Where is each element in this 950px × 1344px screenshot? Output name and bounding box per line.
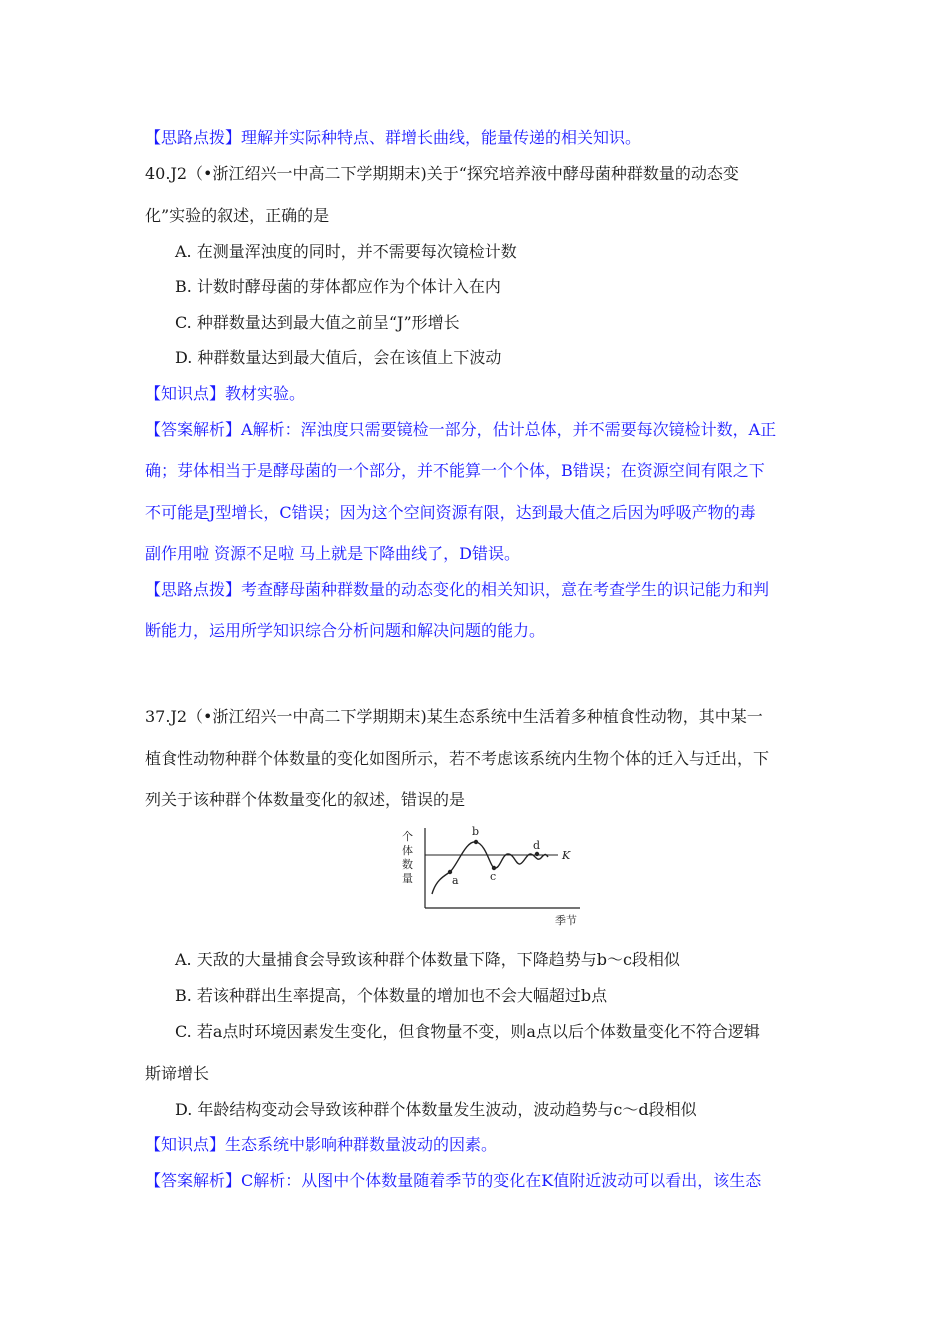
q40-knowledge: [145, 384, 305, 404]
hint-text: 考查酵母菌种群数量的动态变化的相关知识，意在考查学生的识记能力和判: [241, 580, 770, 599]
population-curve: [432, 842, 548, 894]
ylabel-char-4: 量: [402, 872, 413, 885]
q37-answer-line1: [145, 1171, 761, 1191]
knowledge-text: 教材实验。: [225, 384, 306, 403]
q37-option-a: A. 天敌的大量捕食会导致该种群个体数量下降，下降趋势与b～c段相似: [175, 950, 680, 969]
k-label: K: [562, 849, 571, 862]
hint-top: [145, 128, 641, 148]
q40-answer-line2: 确；芽体相当于是酵母菌的一个部分，并不能算一个个体，B错误；在资源空间有限之下: [145, 461, 765, 480]
ylabel-char-3: 数: [402, 858, 413, 871]
answer-text: C解析：从图中个体数量随着季节的变化在K值附近波动可以看出，该生态: [241, 1171, 762, 1190]
knowledge-tag: 【知识点】: [145, 384, 226, 403]
q40-option-a: A. 在测量浑浊度的同时，并不需要每次镜检计数: [175, 242, 517, 261]
knowledge-text: 生态系统中影响种群数量波动的因素。: [225, 1135, 498, 1154]
q37-option-c-cont: 斯谛增长: [145, 1064, 210, 1083]
answer-text: A解析：浑浊度只需要镜检一部分，估计总体，并不需要每次镜检计数，A正: [241, 420, 777, 439]
label-a: a: [452, 874, 459, 887]
q40-answer-line3: 不可能是J型增长，C错误；因为这个空间资源有限，达到最大值之后因为呼吸产物的毒: [145, 503, 756, 522]
q40-stem-line2: 化”实验的叙述，正确的是: [145, 206, 330, 225]
q37-knowledge: [145, 1135, 497, 1155]
q40-option-b: B. 计数时酵母菌的芽体都应作为个体计入在内: [175, 277, 501, 296]
population-curve-svg: [396, 826, 586, 926]
q40-answer-line1: [145, 420, 776, 440]
point-d: [535, 852, 539, 856]
q40-hint-line2: 断能力，运用所学知识综合分析问题和解决问题的能力。: [145, 621, 546, 640]
population-curve-figure: [396, 826, 586, 926]
q40-answer-line4: 副作用啦 资源不足啦 马上就是下降曲线了，D错误。: [145, 544, 521, 563]
q37-stem-line2: 植食性动物种群个体数量的变化如图所示，若不考虑该系统内生物个体的迁入与迁出，下: [145, 749, 770, 768]
label-d: d: [533, 839, 541, 852]
knowledge-tag: 【知识点】: [145, 1135, 226, 1154]
hint-tag: 【思路点拨】: [145, 580, 242, 599]
q40-option-c: C. 种群数量达到最大值之前呈“J”形增长: [175, 313, 460, 332]
ylabel-char-2: 体: [402, 844, 413, 857]
point-b: [474, 840, 478, 844]
answer-tag: 【答案解析】: [145, 1171, 242, 1190]
q37-stem-line1: 37.J2（•浙江绍兴一中高二下学期期末)某生态系统中生活着多种植食性动物，其中某一: [145, 707, 763, 726]
label-c: c: [490, 870, 497, 883]
q37-stem-line3: 列关于该种群个体数量变化的叙述，错误的是: [145, 790, 466, 809]
q40-option-d: D. 种群数量达到最大值后，会在该值上下波动: [175, 348, 502, 367]
xlabel: 季节: [555, 914, 577, 926]
q37-option-c: C. 若a点时环境因素发生变化，但食物量不变，则a点以后个体数量变化不符合逻辑: [175, 1022, 760, 1041]
q37-option-b: B. 若该种群出生率提高，个体数量的增加也不会大幅超过b点: [175, 986, 608, 1005]
label-b: b: [472, 826, 480, 838]
hint-text: 理解并实际种特点、群增长曲线，能量传递的相关知识。: [241, 128, 642, 147]
ylabel-char-1: 个: [402, 830, 413, 843]
q37-option-d: D. 年龄结构变动会导致该种群个体数量发生波动，波动趋势与c～d段相似: [175, 1100, 697, 1119]
q40-hint-line1: [145, 580, 769, 600]
answer-tag: 【答案解析】: [145, 420, 242, 439]
hint-tag: 【思路点拨】: [145, 128, 242, 147]
q40-stem-line1: 40.J2（•浙江绍兴一中高二下学期期末)关于“探究培养液中酵母菌种群数量的动态变: [145, 164, 739, 183]
